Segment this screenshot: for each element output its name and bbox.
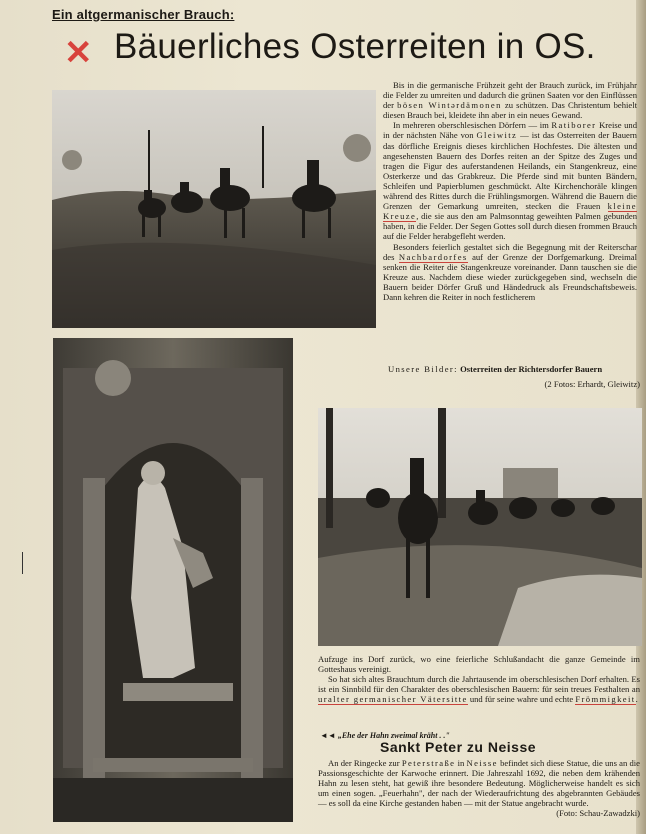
article-text: — ist das Osterreiten der Bauern das dörfliche Ereignis dieses kirchlichen Hochfestes. Die ältesten und angesehensten Bauern des Dorfes reiten an der Spitze des Zuges und tragen die Figur des auferstandenen Heilands, ein Stangenkreuz, eine Osterkerze und das Grabkreuz. Die Pferde sind mit bunten Bändern, Schleifen und Papierblumen geschmückt. Alte Kirchenchoräle klingen während des Rittes durch die Frühlingsmorgen. Während die Bauern die Grenzen der Gemarkung umreiten, stecken die Frauen	[383, 130, 637, 212]
caption-label: Unsere Bilder:	[388, 364, 458, 374]
article-text: An der Ringecke zur	[328, 758, 400, 768]
spaced-text: Frömmigkeit	[575, 694, 636, 705]
spaced-text: Nachbardorfes	[398, 251, 468, 262]
second-kicker-text: „Ehe der Hahn zweimal kräht . ."	[337, 731, 450, 740]
article-text: und für seine wahre und echte	[469, 694, 574, 705]
article-column-continuation	[318, 654, 640, 704]
spaced-text: Gleiwitz	[476, 130, 518, 141]
page-title: Bäuerliches Osterreiten in OS.	[114, 27, 596, 66]
photo-credit: (Foto: Schau-Zawadzki)	[556, 808, 640, 819]
article-text: .	[635, 694, 638, 705]
spaced-text: Neisse	[466, 758, 498, 768]
photo-caption	[388, 364, 640, 374]
second-article-body	[318, 758, 640, 819]
article-text: Aufzuge ins Dorf zurück, wo eine feierliche Schlußandacht die ganze Gemeinde im Gotteshaus vereinigt.	[318, 654, 640, 675]
article-text: In mehreren oberschlesischen Dörfern — im	[393, 120, 549, 131]
photo-riders-field	[52, 90, 376, 328]
article-text: auf der Grenze der Dorfgemarkung. Dreimal senken die Reiter die Stangenkreuze voreinander. Dann tauschen sie die Kreuze aus. Nachdem diese wieder zurückgegeben sind, wechseln die Bauern beider Dörfer Gruß und Händedruck als Freundschaftsbeweis. Dann kehren die Reiter in noch festlicherem	[383, 251, 637, 302]
article-text: befindet sich diese Statue, die uns an die Passionsgeschichte der Karwoche erinnert. Die Jahreszahl 1692, die neben dem krähenden Hahn zu lesen steht, hat gewiß ihre besondere Bedeutung. Möglicherweise handelt es sich um einen sogen. „Feuerhahn", der nach der Wiederaufrichtung des abgebrannten Gebäudes — es soll da eine Kirche gestanden haben — mit der Statue angebracht wurde.	[318, 758, 640, 809]
article-column-top	[383, 80, 637, 302]
spaced-text: Ratiborer	[551, 120, 597, 131]
photo-credit: (2 Fotos: Erhardt, Gleiwitz)	[544, 379, 640, 389]
article-text: in	[457, 758, 465, 768]
article-text: , die sie aus den am Palmsonntag geweihten Palmen gebunden haben, in die Felder. Der Segen Gottes soll durch diesen frommen Brauch auf die Felder herabgefleht werden.	[383, 211, 637, 242]
photo-riders-village	[318, 408, 642, 646]
article-text: So hat sich altes Brauchtum durch die Jahrtausende im oberschlesischen Dorf erhalten. Es ist ein Sinnbild für den Charakter des oberschlesischen Bauern: für sein treues Festhalten an	[318, 674, 640, 695]
red-x-mark-icon: ✕	[64, 34, 93, 72]
article-text: zu schützen. Das Christentum behielt diesen Brauch bei, kleidete ihn aber in ein neues Gewand.	[383, 100, 637, 121]
spaced-text: Peterstraße	[401, 758, 456, 768]
pencil-mark	[22, 552, 23, 574]
photo-st-peter-statue	[53, 338, 293, 822]
double-left-arrow-icon: ◄◄	[320, 731, 336, 740]
caption-text: Osterreiten der Richtersdorfer Bauern	[460, 364, 603, 374]
article-text: Kreise und in der nächsten Nähe von	[383, 120, 638, 141]
article-text: Besonders feierlich gestaltet sich die Begegnung mit der Reiterschar des	[383, 241, 637, 262]
article-text: Bis in die germanische Frühzeit geht der Brauch zurück, im Frühjahr die Felder zu umreiten und dadurch die grünen Saaten vor den Einflüssen der	[383, 80, 637, 111]
spaced-text: kleine Kreuze	[383, 201, 637, 222]
kicker-heading: Ein altgermanischer Brauch:	[52, 7, 235, 22]
spaced-text: bösen Wintərdämonen	[397, 100, 502, 111]
second-article-title: Sankt Peter zu Neisse	[380, 739, 537, 755]
spaced-text: uralter germanischer Vätersitte	[318, 694, 468, 705]
